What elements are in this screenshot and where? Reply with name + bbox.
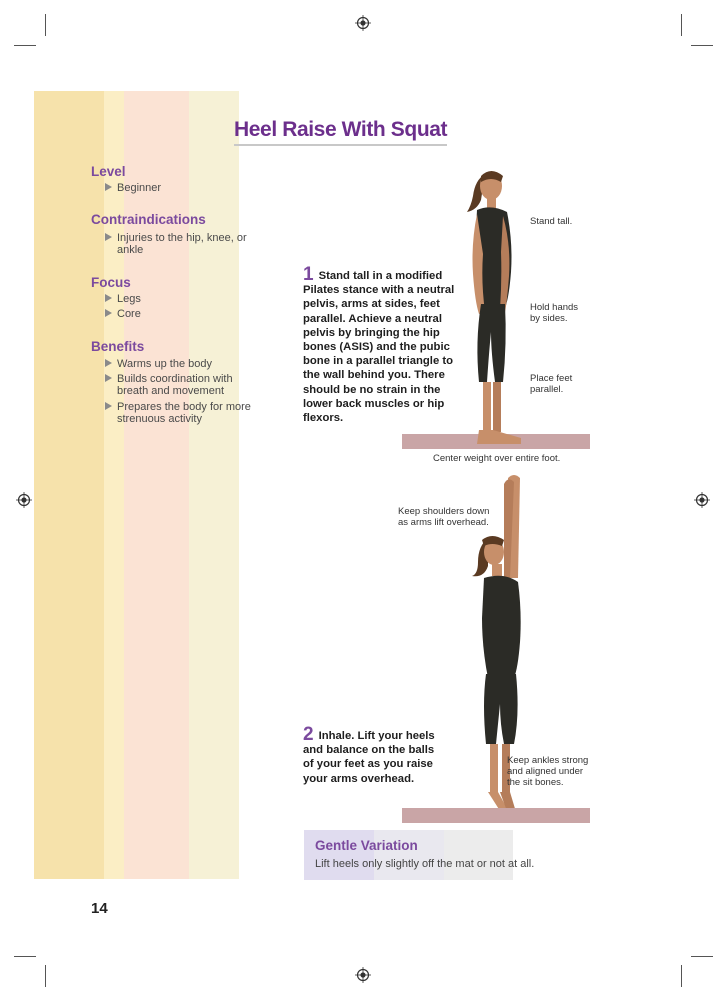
crop-mark — [681, 14, 682, 36]
crop-mark — [681, 965, 682, 987]
callout-place-feet: Place feet parallel. — [530, 373, 573, 395]
step-2-text: Inhale. Lift your heels and balance on the balls of your feet as you raise your arms overhead. — [303, 730, 435, 785]
contraindications-item: Injuries to the hip, knee, or ankle — [105, 232, 117, 244]
registration-mark-icon — [694, 492, 710, 508]
gentle-variation-box — [304, 830, 535, 880]
standing-figure-photo — [455, 164, 535, 450]
step-1-number: 1 — [303, 264, 314, 285]
callout-ankles-strong: Keep ankles strong and aligned under the sit bones. — [507, 755, 589, 788]
bullet-triangle-icon — [105, 309, 112, 317]
step-2-instructions — [303, 724, 443, 786]
sidebar-background — [34, 91, 239, 879]
contraindications-heading: Contraindications — [91, 212, 206, 227]
exercise-mat — [402, 808, 590, 823]
bullet-triangle-icon — [105, 294, 112, 302]
callout-stand-tall: Stand tall. — [530, 216, 573, 227]
step-2-number: 2 — [303, 724, 314, 745]
focus-heading: Focus — [91, 275, 131, 290]
crop-mark — [691, 956, 713, 957]
callout-center-weight: Center weight over entire foot. — [433, 453, 561, 464]
bullet-triangle-icon — [105, 374, 112, 382]
registration-mark-icon — [355, 967, 371, 983]
registration-mark-icon — [355, 15, 371, 31]
benefits-item: Warms up the body — [105, 358, 117, 370]
gentle-variation-text: Lift heels only slightly off the mat or not at all. — [315, 858, 535, 870]
page-number: 14 — [91, 900, 108, 917]
step-1-text: Stand tall in a modified Pilates stance with a neutral pelvis, arms at sides, feet parallel. Achieve a neutral pelvis by bringing the hip bones (ASIS) and the pubic bone in a parallel triangle to the wall behind you. There should be no strain in the lower back muscles or hip flexors. — [303, 270, 455, 425]
registration-mark-icon — [16, 492, 32, 508]
page-title: Heel Raise With Squat — [234, 118, 448, 141]
level-heading: Level — [91, 164, 126, 179]
bullet-triangle-icon — [105, 233, 112, 241]
title-underline — [234, 144, 447, 146]
level-item: Beginner — [105, 182, 117, 194]
crop-mark — [14, 45, 36, 46]
benefits-heading: Benefits — [91, 339, 145, 354]
benefits-item: Builds coordination with breath and movement — [105, 373, 117, 385]
gentle-variation-heading: Gentle Variation — [315, 838, 418, 853]
crop-mark — [14, 956, 36, 957]
crop-mark — [691, 45, 713, 46]
bullet-triangle-icon — [105, 402, 112, 410]
crop-mark — [45, 965, 46, 987]
benefits-item: Prepares the body for more strenuous activity — [105, 401, 117, 413]
callout-shoulders-down: Keep shoulders down as arms lift overhead. — [398, 506, 490, 528]
focus-item: Core — [105, 308, 117, 320]
crop-mark — [45, 14, 46, 36]
step-1-instructions — [303, 264, 455, 425]
focus-item: Legs — [105, 293, 117, 305]
bullet-triangle-icon — [105, 183, 112, 191]
bullet-triangle-icon — [105, 359, 112, 367]
callout-hold-hands: Hold hands by sides. — [530, 302, 579, 324]
